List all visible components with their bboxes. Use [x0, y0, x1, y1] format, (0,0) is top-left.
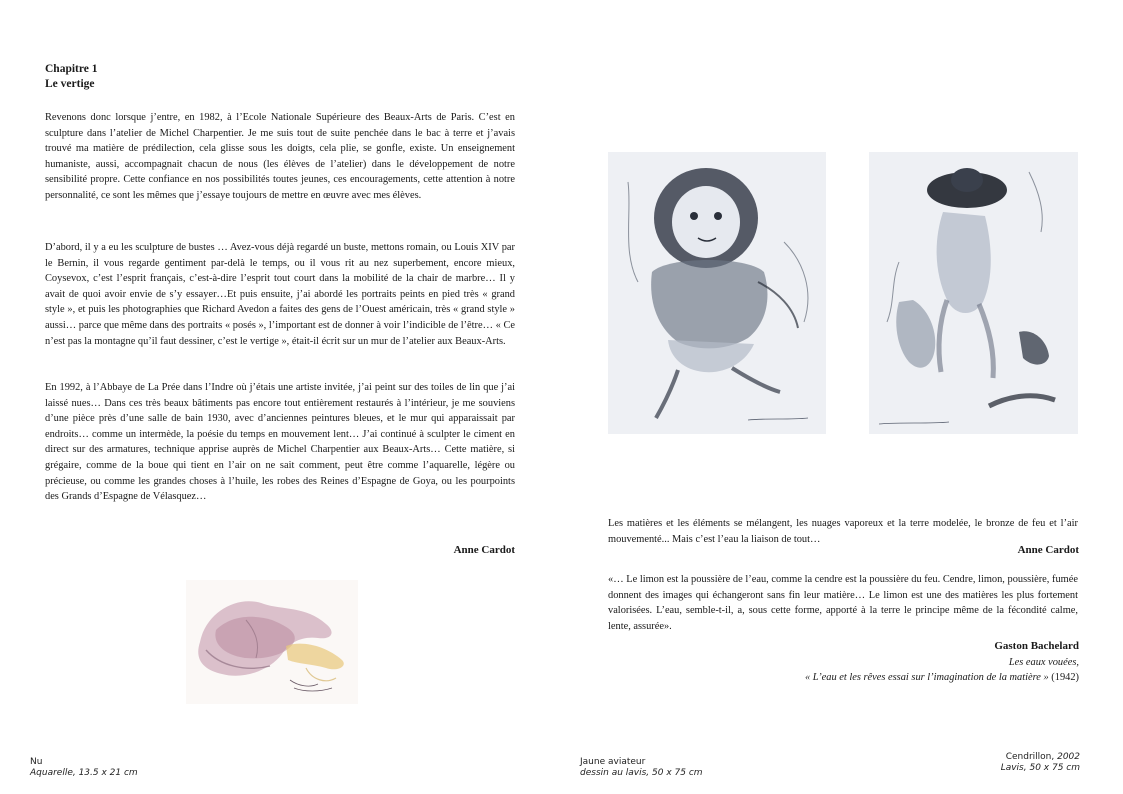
jaune-aviateur-caption-medium: dessin au lavis, 50 x 75 cm	[580, 768, 703, 778]
ink-wash-cinderella-figure-icon	[869, 152, 1078, 434]
right-page	[562, 0, 1123, 794]
ink-wash-aviator-child-icon	[608, 152, 826, 434]
right-intro-text: Les matières et les éléments se mélangent, les nuages vaporeux et la terre modelée, le bronze de feu et l’air mouvementé... Mais c’est l’eau la liaison de tout…	[608, 518, 1078, 545]
chapter-number: Chapitre 1	[45, 63, 98, 75]
jaune-aviateur-caption	[580, 757, 703, 779]
right-signature: Anne Cardot	[1017, 544, 1079, 556]
nu-caption-title: Nu	[30, 757, 43, 767]
quote-book: Les eaux vouées,	[1008, 657, 1079, 668]
left-signature: Anne Cardot	[453, 544, 515, 556]
nu-watercolor-image	[186, 580, 358, 704]
watercolor-nude-figure-icon	[186, 580, 358, 704]
paragraph-3: En 1992, à l’Abbaye de La Prée dans l’Indre où j’étais une artiste invitée, j’ai peint sur des toiles de lin que j’ai laissé nues… Dans ces très beaux bâtiments pas encore tout entièrement restaurés à l’intérieur, je me souviens d’une pièce près d’une salle de bain 1930, avec d’anciennes peintures bleues, et le mur qui apparaissait par endroits… comme un intermède, la poésie du temps en mouvement lent… J’ai continué à sculpter le ciment en direct sur des armatures, technique apprise auprès de Michel Charpentier aux Beaux-Arts… Cette matière, si grégaire, comme de la boue qui tient en l’air on ne sait comment, peut être comme l’aquarelle, légère ou précieuse, ou comme les grandes choses à l’huile, les robes des Reines d’Espagne de Goya, ou les pourpoints des Grands d’Espagne de Vélasquez…	[45, 382, 515, 503]
chapter-heading	[45, 62, 98, 92]
nu-caption-medium: Aquarelle, 13.5 x 21 cm	[30, 768, 138, 778]
paragraph-1: Revenons donc lorsque j’entre, en 1982, à l’Ecole Nationale Supérieure des Beaux-Arts de Paris. C’est en sculpture dans l’atelier de Michel Charpentier. Je me suis tout de suite penchée dans le bac à terre et j’avais trouvé ma matière de prédilection, cela glisse sous les doigts, cela plie, se gonfle, existe. Un enseignement humaniste, aussi, accompagnait chacun de nous (les élèves de l’atelier) dans le développement de notre sensibilité propre. Cette confiance en nos possibilités toutes jeunes, ces encouragements, cette attention à notre personnalité, ce sont les mêmes que j’essaye toujours de mettre en œuvre avec mes élèves.	[45, 112, 515, 201]
quote-source	[805, 655, 1079, 685]
cendrillon-caption	[1001, 752, 1080, 774]
quote-subtitle: « L’eau et les rêves essai sur l’imagination de la matière »	[805, 672, 1049, 683]
cendrillon-caption-medium: Lavis, 50 x 75 cm	[1000, 763, 1080, 773]
quote-subtitle-line	[805, 670, 1079, 685]
cendrillon-caption-year: 2002	[1057, 752, 1080, 762]
jaune-aviateur-image	[608, 152, 826, 434]
quote-author: Gaston Bachelard	[994, 640, 1079, 652]
quote-year: (1942)	[1051, 672, 1079, 683]
chapter-title: Le vertige	[45, 78, 95, 90]
jaune-aviateur-caption-title: Jaune aviateur	[580, 757, 646, 767]
left-page	[0, 0, 561, 794]
nu-caption	[30, 757, 138, 779]
cendrillon-image	[869, 152, 1078, 434]
paragraph-2: D’abord, il y a eu les sculpture de bustes … Avez-vous déjà regardé un buste, mettons romain, ou Louis XIV par le Bernin, il vous regarde gentiment par-delà le temps, ou il vous rit au nez superbement, encore mieux, Coysevox, c’est l’esprit français, c’est-à-dire l’esprit tout court dans la mobilité de la chair de marbre… Il y avait de quoi avoir envie de s’y essayer…Et puis ensuite, j’ai abordé les portraits peints en pied très « grand style », et puis les photographies que Richard Avedon a faites des gens de l’Ouest américain, très « grand style » aussi… parce que même dans des portraits « posés », l’important est de donner à voir l’indicible de l’être… « Ce n’est pas la montagne qu’il faut dessiner, c’est le vertige », était-il écrit sur un mur de l’atelier aux Beaux-Arts.	[45, 242, 515, 347]
bachelard-quote: «… Le limon est la poussière de l’eau, comme la cendre est la poussière du feu. Cendre, limon, poussière, fumée donnent des images qui échangeront sans fin leur matière… Le limon est une des matières les plus fortement valorisées. L’eau, semble-t-il, a, sous cette forme, apporté à la terre le principe même de la fécondité calme, lente, assurée».	[608, 574, 1078, 632]
cendrillon-caption-title: Cendrillon,	[1005, 752, 1055, 762]
cendrillon-caption-heading	[1001, 752, 1080, 763]
